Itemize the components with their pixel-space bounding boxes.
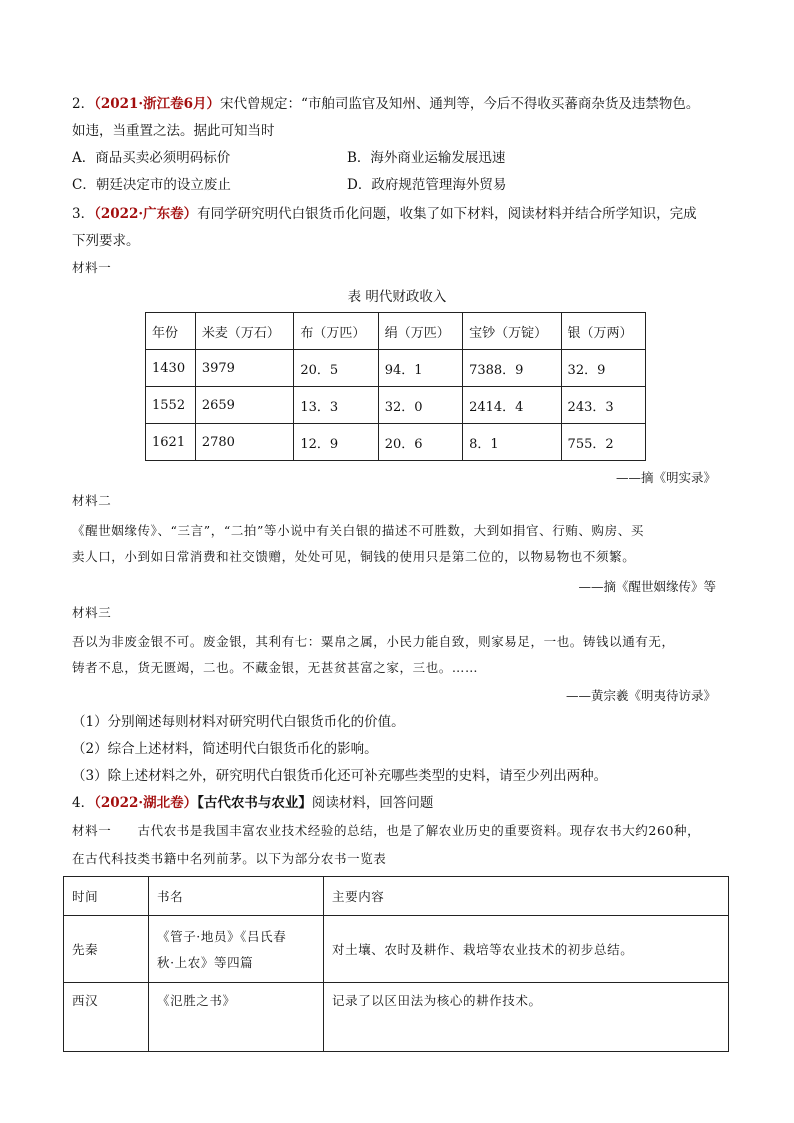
table-header-cell: 布（万匹） — [294, 313, 378, 350]
q4-topic: 【古代农书与农业】 — [197, 795, 312, 811]
table-row — [146, 387, 646, 424]
table-cell: 755．2 — [561, 424, 645, 461]
q3-task-2: （2）综合上述材料，简述明代白银货币化的影响。 — [72, 741, 378, 757]
table-cell: 2659 — [195, 387, 293, 424]
q2-stem-line1 — [72, 95, 699, 113]
table-cell: 20．5 — [294, 350, 378, 387]
q4-agri-books-table — [63, 876, 729, 1052]
q2-number: 2． — [72, 96, 95, 112]
q3-material3-line2: 铸者不息，货无匮竭，二也。不藏金银，无甚贫甚富之家，三也。…… — [72, 660, 479, 675]
table-cell: 12．9 — [294, 424, 378, 461]
table-cell: 对土壤、农时及耕作、栽培等农业技术的初步总结。 — [324, 916, 729, 983]
table-cell: 243．3 — [561, 387, 645, 424]
q2-option-c[interactable]: C．朝廷决定市的设立废止 — [72, 177, 231, 193]
q3-material2-line2: 卖人口，小到如日常消费和社交馈赠，处处可见，铜钱的使用只是第二位的，以物易物也不须繁。 — [72, 549, 636, 564]
table-cell: 1430 — [146, 350, 196, 387]
q3-stem-line1 — [72, 205, 697, 223]
table-cell: 32．0 — [378, 387, 462, 424]
q3-material2-line1: 《醒世姻缘传》、“三言”，“二拍”等小说中有关白银的描述不可胜数，大到如捐官、行贿、购房、买 — [72, 523, 644, 538]
q3-material1-label: 材料一 — [72, 260, 112, 275]
table-header-cell: 绢（万匹） — [378, 313, 462, 350]
q2-option-a[interactable]: A．商品买卖必须明码标价 — [72, 150, 231, 166]
q4-material1-line2: 在古代科技类书籍中名列前茅。以下为部分农书一览表 — [72, 851, 387, 866]
table-cell: 2780 — [195, 424, 293, 461]
q3-material1-source: ——摘《明实录》 — [615, 470, 716, 485]
q4-material1-line1: 材料一 古代农书是我国丰富农业技术经验的总结，也是了解农业历史的重要资料。现存农书大约260种， — [72, 823, 701, 838]
table-cell — [149, 916, 324, 983]
q2-source: （2021·浙江卷6月） — [94, 96, 221, 112]
table-cell: 13．3 — [294, 387, 378, 424]
q4-source: （2022·湖北卷） — [94, 795, 198, 811]
table-cell: 1552 — [146, 387, 196, 424]
table-cell: 记录了以区田法为核心的耕作技术。 — [324, 983, 729, 1052]
table-header-cell: 主要内容 — [324, 877, 729, 916]
table-header-cell: 时间 — [64, 877, 149, 916]
table-cell: 94．1 — [378, 350, 462, 387]
table-row — [64, 983, 729, 1052]
table-header-cell: 书名 — [149, 877, 324, 916]
q3-number: 3． — [72, 206, 95, 222]
table-row — [146, 424, 646, 461]
table-header-row — [146, 313, 646, 350]
table-header-cell: 宝钞（万锭） — [463, 313, 561, 350]
q3-stem-text: 有同学研究明代白银货币化问题，收集了如下材料，阅读材料并结合所学知识，完成 — [197, 206, 697, 222]
book-title-line: 《管子·地员》《吕氏春 — [157, 929, 287, 944]
q2-stem-line2: 如违，当重置之法。据此可知当时 — [72, 123, 275, 139]
q3-source: （2022·广东卷） — [94, 206, 198, 222]
table-row — [64, 916, 729, 983]
table-cell: 《氾胜之书》 — [149, 983, 324, 1052]
q3-material3-label: 材料三 — [72, 605, 112, 620]
table-row — [146, 350, 646, 387]
table-cell: 8．1 — [463, 424, 561, 461]
table-header-cell: 银（万两） — [561, 313, 645, 350]
q3-table-title: 表 明代财政收入 — [347, 289, 447, 305]
table-header-row — [64, 877, 729, 916]
q2-option-d[interactable]: D．政府规范管理海外贸易 — [347, 177, 507, 193]
q3-task-1: （1）分别阐述每则材料对研究明代白银货币化的价值。 — [72, 714, 405, 730]
table-header-cell: 米麦（万石） — [195, 313, 293, 350]
q3-fiscal-table — [145, 312, 646, 461]
q2-stem-text: 宋代曾规定：“市舶司监官及知州、通判等，今后不得收买蕃商杂货及违禁物色。 — [220, 96, 700, 112]
table-cell: 1621 — [146, 424, 196, 461]
q3-material3-line1: 吾以为非废金银不可。废金银，其利有七：粟帛之属，小民力能自致，则家易足，一也。铸钱以通有无， — [72, 634, 675, 649]
q2-option-b[interactable]: B．海外商业运输发展迅速 — [347, 150, 506, 166]
table-header-cell: 年份 — [146, 313, 196, 350]
q3-task-3: （3）除上述材料之外，研究明代白银货币化还可补充哪些类型的史料，请至少列出两种。 — [72, 768, 608, 784]
table-cell: 20．6 — [378, 424, 462, 461]
table-cell: 先秦 — [64, 916, 149, 983]
table-cell: 2414．4 — [463, 387, 561, 424]
q3-material3-source: ——黄宗羲《明夷待访录》 — [565, 688, 716, 703]
q3-material2-source: ——摘《醒世姻缘传》等 — [578, 579, 716, 594]
book-title-line: 秋·上农》等四篇 — [157, 955, 254, 970]
q4-stem — [72, 794, 433, 812]
q4-number: 4． — [72, 795, 95, 811]
table-cell: 32．9 — [561, 350, 645, 387]
q4-stem-text: 阅读材料，回答问题 — [311, 795, 434, 811]
q3-material2-label: 材料二 — [72, 493, 112, 508]
table-cell: 3979 — [195, 350, 293, 387]
table-cell: 7388．9 — [463, 350, 561, 387]
table-cell: 西汉 — [64, 983, 149, 1052]
q3-stem-line2: 下列要求。 — [72, 233, 140, 249]
